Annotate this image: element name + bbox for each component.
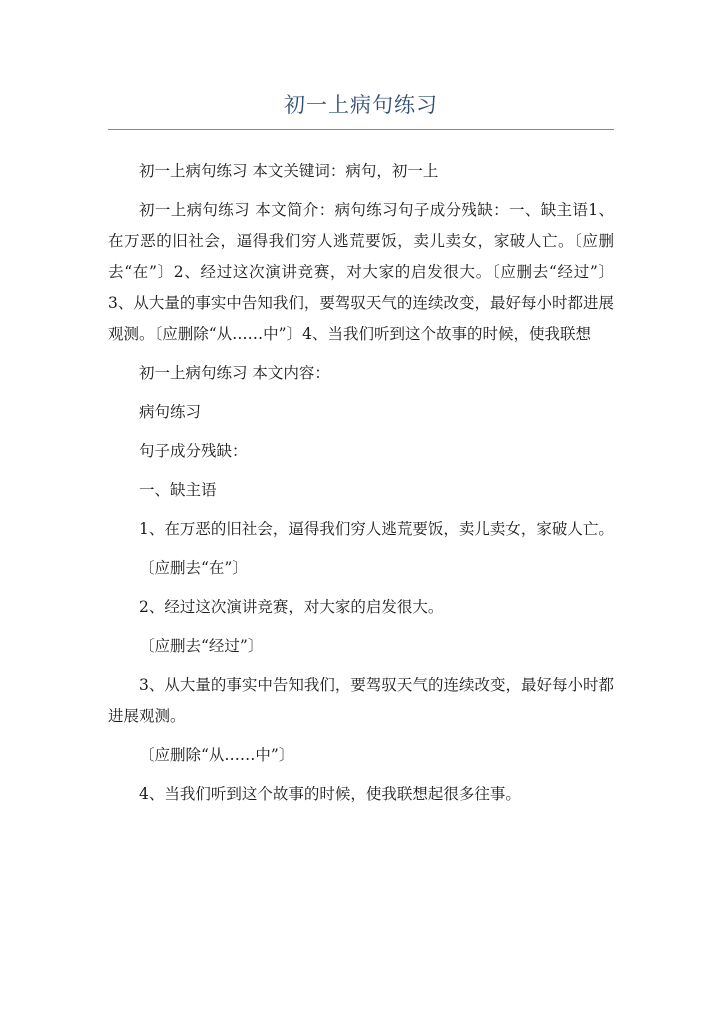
example-sentence-3: 3、从大量的事实中告知我们，要驾驭天气的连续改变，最好每小时都进展观测。 [108, 676, 614, 725]
title-divider [108, 129, 614, 130]
subsection-title: 句子成分残缺： [139, 442, 248, 460]
correction-note-3: 〔应删除“从……中”〕 [139, 746, 295, 764]
content-heading: 初一上病句练习 本文内容： [139, 364, 330, 382]
keywords-paragraph: 初一上病句练习 本文关键词：病句，初一上 [139, 162, 439, 180]
correction-note-1: 〔应删去“在”〕 [139, 559, 248, 577]
example-sentence-1: 1、在万恶的旧社会，逼得我们穷人逃荒要饭，卖儿卖女，家破人亡。 [139, 520, 614, 538]
summary-paragraph: 初一上病句练习 本文简介：病句练习句子成分残缺：一、缺主语1、在万恶的旧社会，逼得我们穷人逃荒要饭，卖儿卖女，家破人亡。〔应删去“在”〕2、经过这次演讲竞赛，对大家的启发很大。〔应删去“经过”〕3、从大量的事实中告知我们，要驾驭天气的连续改变，最好每小时都进展观测。〔应删除“从……中”〕4、当我们听到这个故事的时候，使我联想 [108, 201, 614, 343]
category-heading: 一、缺主语 [139, 481, 217, 499]
example-sentence-2: 2、经过这次演讲竞赛，对大家的启发很大。 [139, 598, 444, 616]
correction-note-2: 〔应删去“经过”〕 [139, 637, 264, 655]
document-body [108, 156, 614, 818]
section-title: 病句练习 [139, 403, 202, 421]
document-title: 初一上病句练习 [284, 93, 438, 117]
example-sentence-4: 4、当我们听到这个故事的时候，使我联想起很多往事。 [139, 785, 521, 803]
